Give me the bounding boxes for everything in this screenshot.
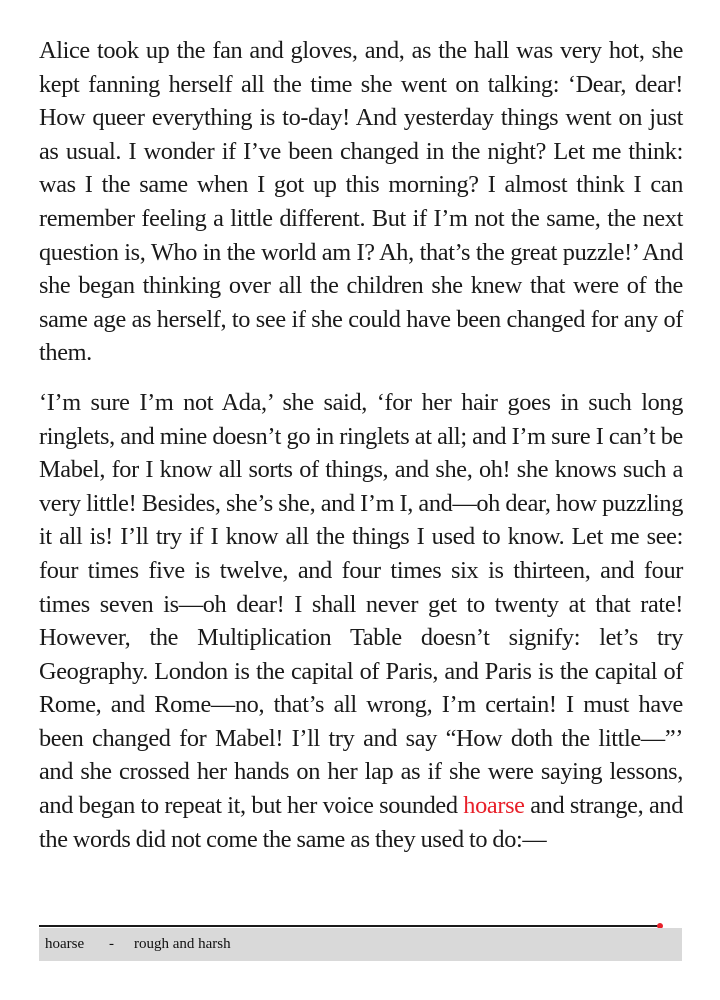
glossary-bar <box>39 928 682 961</box>
paragraph-2-text-start: ‘I’m sure I’m not Ada,’ she said, ‘for her hair goes in such long ringlets, and mine doesn’t go in ringlets at all; and I’m sure I can’t be Mabel, for I know all sorts of things, and she, oh! she knows such a very little! Besides, she’s she, and I’m I, and—oh dear, how puzzling it all is! I’ll try if I know all the things I used to know. Let me see: four times five is twelve, and four times six is thirteen, and four times seven is—oh dear! I shall never get to twenty at that rate! However, the Multiplication Table doesn’t signify: let’s try Geography. London is the capital of Paris, and Paris is the capital of Rome, and Rome—no, that’s all wrong, I’m certain! I must have been changed for Mabel! I’ll try and say “How doth the little—”’ and she crossed her hands on her lap as if she were saying lessons, and began to repeat it, but her voice sounded <box>39 388 683 820</box>
glossary-term: hoarse <box>45 936 85 952</box>
paragraph-1-text: Alice took up the fan and gloves, and, as the hall was very hot, she kept fanning herself all the time she went on talking: ‘Dear, dear! How queer everything is to-day! And yesterday things went on just as usual. I wonder if I’ve been changed in the night? Let me think: was I the same when I got up this morning? I almost think I can remember feeling a little different. But if I’m not the same, the next question is, Who in the world am I? Ah, that’s the great puzzle!’ And she began thinking over all the children she knew that were of the same age as herself, to see if she could have been changed for any of them. <box>39 37 683 367</box>
glossary-definition: rough and harsh <box>134 936 231 952</box>
glossary-separator: - <box>109 936 114 952</box>
paragraph-1 <box>39 34 683 370</box>
paragraph-2-text-end: and strange, and the words did not come the same as they used to do:— <box>39 792 683 853</box>
book-page <box>39 34 683 856</box>
paragraph-2 <box>39 386 683 856</box>
highlighted-word-hoarse[interactable]: hoarse <box>463 792 525 820</box>
footnote-divider <box>39 925 662 927</box>
